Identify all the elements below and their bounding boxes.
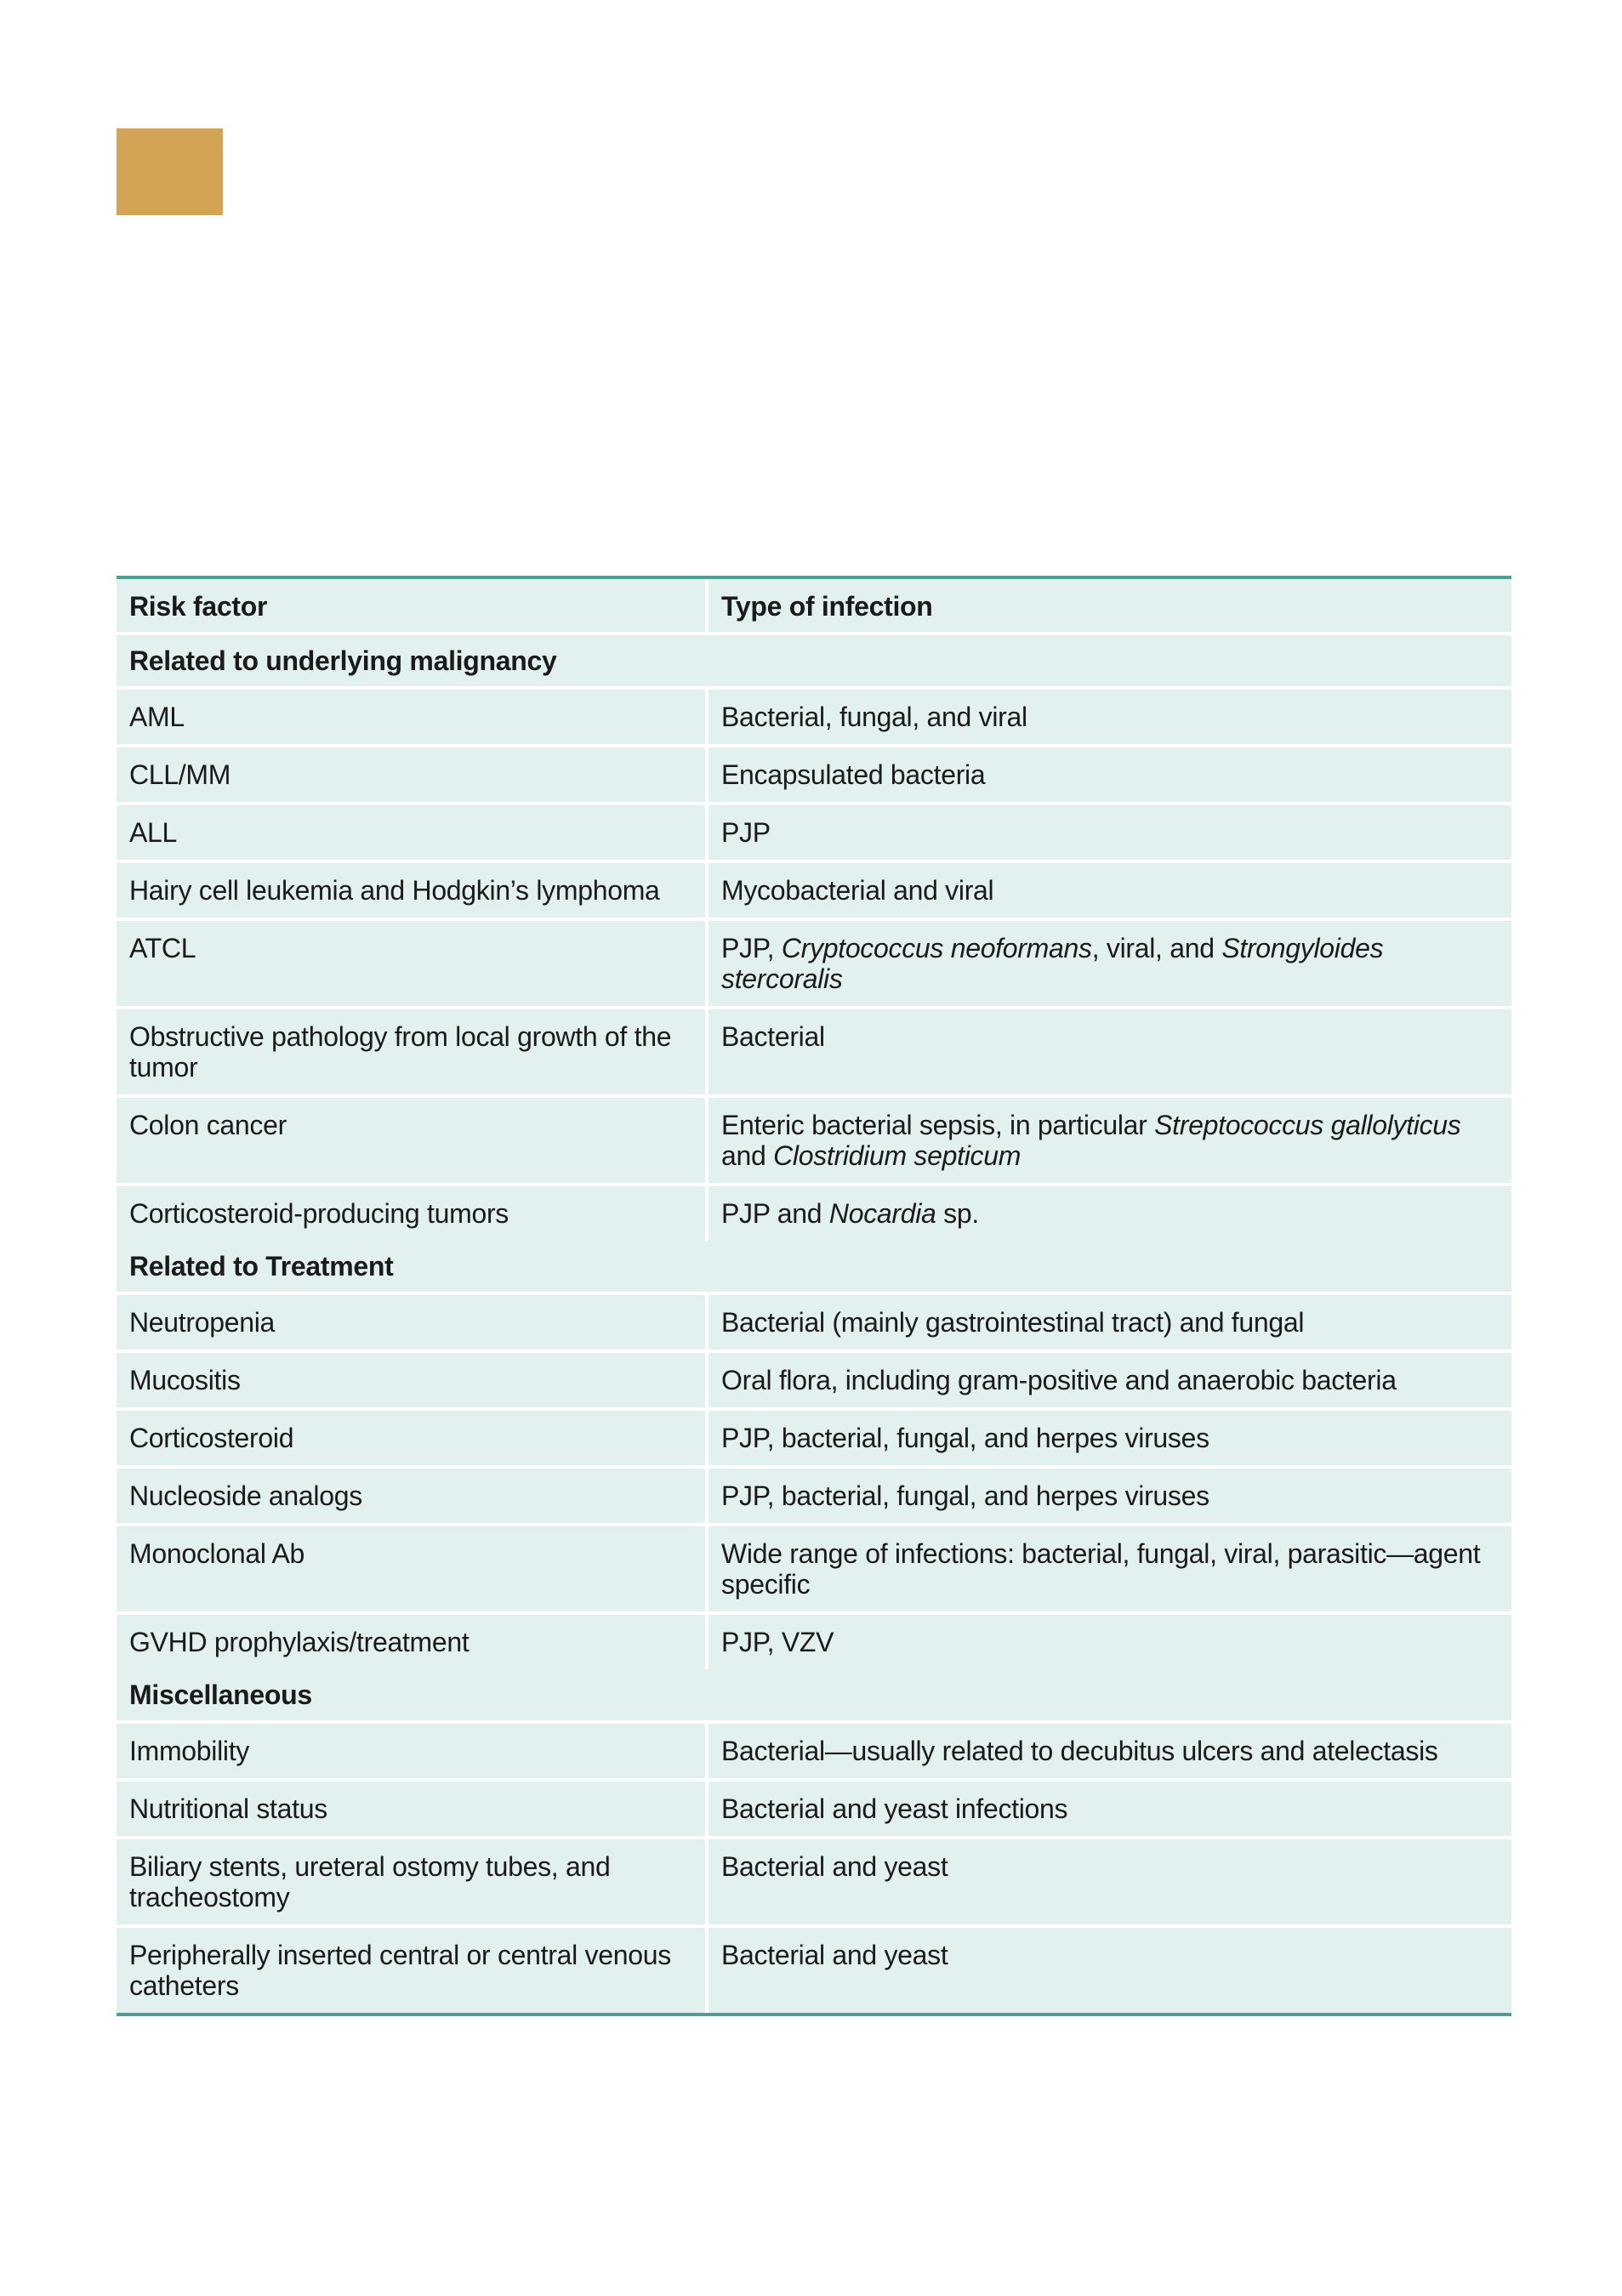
header-type-of-infection: Type of infection xyxy=(707,579,1511,634)
header-risk-factor: Risk factor xyxy=(117,579,707,634)
section-title: Miscellaneous xyxy=(117,1669,1511,1722)
section-title: Related to Treatment xyxy=(117,1241,1511,1293)
infection-cell: Mycobacterial and viral xyxy=(707,861,1511,919)
infection-cell: Wide range of infections: bacterial, fungal, viral, parasitic—agent specific xyxy=(707,1525,1511,1613)
infection-cell: PJP xyxy=(707,804,1511,861)
table-row xyxy=(117,1722,1511,1780)
risk-factor-cell: Nucleoside analogs xyxy=(117,1467,707,1525)
infection-cell xyxy=(707,1096,1511,1185)
table-row xyxy=(117,919,1511,1008)
risk-factor-cell: Immobility xyxy=(117,1722,707,1780)
table-row xyxy=(117,1185,1511,1241)
table-row xyxy=(117,1409,1511,1467)
table-row xyxy=(117,1613,1511,1669)
infection-text: PJP and xyxy=(721,1198,829,1229)
infection-cell: Bacterial and yeast xyxy=(707,1926,1511,2013)
organism-name: Cryptococcus neoformans xyxy=(781,933,1092,963)
infection-text: and xyxy=(721,1140,774,1171)
infection-cell: PJP, bacterial, fungal, and herpes viruses xyxy=(707,1409,1511,1467)
risk-factor-cell: Nutritional status xyxy=(117,1780,707,1838)
infection-text: , viral, and xyxy=(1091,933,1222,963)
table-row xyxy=(117,1467,1511,1525)
table-row xyxy=(117,746,1511,804)
risk-factor-cell: Obstructive pathology from local growth of the tumor xyxy=(117,1008,707,1096)
table-row xyxy=(117,1838,1511,1926)
table-row xyxy=(117,1926,1511,2013)
table-row xyxy=(117,1525,1511,1613)
infection-cell: Bacterial xyxy=(707,1008,1511,1096)
table-row xyxy=(117,1351,1511,1409)
infection-cell: PJP, VZV xyxy=(707,1613,1511,1669)
table-row xyxy=(117,1096,1511,1185)
section-title-row xyxy=(117,1669,1511,1722)
risk-infection-table-wrapper xyxy=(117,576,1511,2016)
table-row xyxy=(117,1780,1511,1838)
organism-name: Streptococcus gallolyticus xyxy=(1154,1110,1461,1140)
section-title: Related to underlying malignancy xyxy=(117,634,1511,688)
section-title-row xyxy=(117,634,1511,688)
risk-factor-cell: Colon cancer xyxy=(117,1096,707,1185)
infection-cell: Bacterial, fungal, and viral xyxy=(707,688,1511,746)
risk-factor-cell: CLL/MM xyxy=(117,746,707,804)
infection-text: PJP, xyxy=(721,933,782,963)
risk-factor-cell: GVHD prophylaxis/treatment xyxy=(117,1613,707,1669)
infection-cell: Bacterial and yeast xyxy=(707,1838,1511,1926)
table-row xyxy=(117,804,1511,861)
risk-factor-cell: Corticosteroid-producing tumors xyxy=(117,1185,707,1241)
infection-cell: Bacterial (mainly gastrointestinal tract) and fungal xyxy=(707,1293,1511,1351)
infection-cell: Bacterial—usually related to decubitus ulcers and atelectasis xyxy=(707,1722,1511,1780)
table-row xyxy=(117,861,1511,919)
risk-factor-cell: AML xyxy=(117,688,707,746)
table-row xyxy=(117,1008,1511,1096)
risk-factor-cell: Biliary stents, ureteral ostomy tubes, and tracheostomy xyxy=(117,1838,707,1926)
infection-text: Enteric bacterial sepsis, in particular xyxy=(721,1110,1155,1140)
table-row xyxy=(117,1293,1511,1351)
organism-name: Strongyloides stercoralis xyxy=(721,933,1384,994)
risk-factor-cell: ALL xyxy=(117,804,707,861)
infection-cell: Oral flora, including gram-positive and anaerobic bacteria xyxy=(707,1351,1511,1409)
risk-factor-cell: Neutropenia xyxy=(117,1293,707,1351)
risk-factor-cell: Monoclonal Ab xyxy=(117,1525,707,1613)
table-header-row xyxy=(117,579,1511,634)
table-row xyxy=(117,688,1511,746)
risk-factor-cell: Hairy cell leukemia and Hodgkin’s lymphoma xyxy=(117,861,707,919)
risk-factor-cell: Corticosteroid xyxy=(117,1409,707,1467)
infection-text: sp. xyxy=(936,1198,979,1229)
section-underlying-malignancy xyxy=(117,634,1511,1241)
infection-cell xyxy=(707,919,1511,1008)
risk-factor-cell: ATCL xyxy=(117,919,707,1008)
risk-infection-table xyxy=(117,579,1511,2013)
risk-factor-cell: Mucositis xyxy=(117,1351,707,1409)
infection-cell: Encapsulated bacteria xyxy=(707,746,1511,804)
section-treatment xyxy=(117,1241,1511,1669)
risk-factor-cell: Peripherally inserted central or central venous catheters xyxy=(117,1926,707,2013)
organism-name: Nocardia xyxy=(828,1198,936,1229)
infection-cell xyxy=(707,1185,1511,1241)
section-title-row xyxy=(117,1241,1511,1293)
organism-name: Clostridium septicum xyxy=(773,1140,1022,1171)
decorative-color-block xyxy=(117,128,223,215)
infection-cell: Bacterial and yeast infections xyxy=(707,1780,1511,1838)
section-miscellaneous xyxy=(117,1669,1511,2013)
infection-cell: PJP, bacterial, fungal, and herpes viruses xyxy=(707,1467,1511,1525)
